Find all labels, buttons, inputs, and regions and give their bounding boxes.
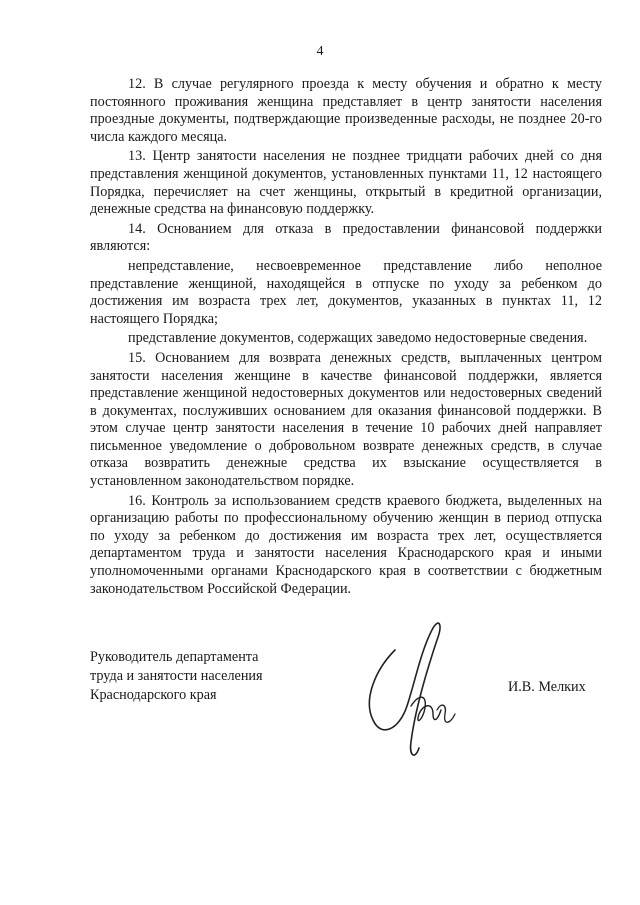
paragraph-15: 15. Основанием для возврата денежных средств, выплаченных центром занятости населения женщине в качестве финансовой поддержки, является представление женщиной недостоверных документов или недостоверных сведений в документах, послуживших основанием для оказания финансовой поддержки. В этом случае центр занятости населения в течение 10 рабочих дней направляет письменное уведомление о добровольном возврате денежных средств, в случае отказа возвратить денежные средства их взыскание осуществляется в установленном законодательством порядке.	[90, 349, 602, 490]
paragraph-12: 12. В случае регулярного проезда к месту обучения и обратно к месту постоянного проживания женщина представляет в центр занятости населения проездные документы, подтверждающие произведенные расходы, не позднее 20-го числа каждого месяца.	[90, 76, 602, 145]
signatory-title-line-2: труда и занятости населения	[90, 668, 263, 684]
paragraph-16: 16. Контроль за использованием средств краевого бюджета, выделенных на организацию работы по профессиональному обучению женщин в период отпуска по уходу за ребенком до достижения им возраста трех лет, осуществляется департаментом труда и занятости населения Краснодарского края и иными уполномоченными органами Краснодарского края в соответствии с бюджетным законодательством Российской Федерации.	[90, 492, 602, 597]
document-body	[90, 76, 602, 600]
signatory-title-line-1: Руководитель департамента	[90, 649, 259, 665]
signatory-title-line-3: Краснодарского края	[90, 687, 217, 703]
page-number: 4	[316, 44, 324, 59]
paragraph-14: 14. Основанием для отказа в предоставлении финансовой поддержки являются:	[90, 220, 602, 255]
signature-block	[90, 648, 610, 705]
signatory-name: И.В. Мелких	[508, 679, 586, 695]
paragraph-14-item-2: представление документов, содержащих заведомо недостоверные сведения.	[128, 330, 588, 347]
paragraph-14-item-1: непредставление, несвоевременное представление либо неполное представление женщиной, находящейся в отпуске по уходу за ребенком до достижения им возраста трех лет, документов, указанных в пунктах 11, 12 настоящего Порядка;	[90, 257, 602, 327]
paragraph-13: 13. Центр занятости населения не позднее тридцати рабочих дней со дня представления женщиной документов, установленных пунктами 11, 12 настоящего Порядка, перечисляет на счет женщины, открытый в кредитной организации, денежные средства на финансовую поддержку.	[90, 148, 602, 218]
